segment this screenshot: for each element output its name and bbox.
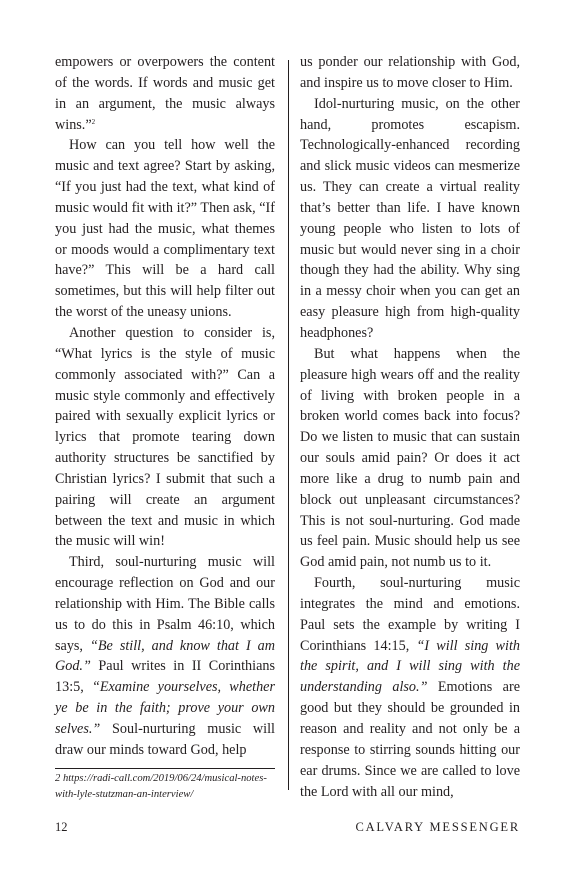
scripture-quote: “I will sing with the spirit, and I will sing with the understanding also.” — [300, 637, 521, 696]
scripture-quote: “Be still, and know that I am God.” — [55, 637, 275, 675]
paragraph: Another question to consider is, “What lyrics is the style of music commonly associated with?” Can a music style commonly and effectively paired with sexually explicit lyrics or lyrics that promote tearing down authority structures be sanctified by Christian lyrics? I submit that such a pairing will create an argument between the text and music in which the music will win! — [55, 324, 275, 550]
paragraph-text: Third, soul-nurturing music will encourage reflection on God and our relationship with Him. The Bible calls us to do this in Psalm 46:10, which says, — [55, 554, 275, 654]
right-column — [300, 52, 520, 802]
footnote[interactable]: 2 https://radi-call.com/2019/06/24/musical-notes-with-lyle-stutzman-an-interview/ — [55, 773, 267, 800]
paragraph-fourth-point — [300, 573, 520, 802]
column-divider — [288, 60, 289, 790]
paragraph-text: Emotions are good but they should be grounded in reason and reality and not only be a response to stirring sounds hitting our ear drums. Since we are called to love the Lord with all our mind, — [300, 679, 520, 800]
left-column — [55, 52, 275, 761]
paragraph-text: empowers or overpowers the content of the words. If words and music get in an argument, the music always wins.” — [55, 54, 275, 133]
paragraph-continued — [55, 52, 275, 135]
page-number: 12 — [55, 820, 68, 834]
paragraph-third-point — [55, 552, 275, 760]
paragraph: How can you tell how well the music and text agree? Start by asking, “If you just had the text, what kind of music would fit with it?” Then ask, “If you just had the music, what themes or moods would a complimentary text have?” This will be a hard call sometimes, but this will help filter out the worst of the uneasy unions. — [55, 137, 275, 321]
paragraph: Idol-nurturing music, on the other hand, promotes escapism. Technologically-enhanced recording and slick music videos can mesmerize us. They can create a virtual reality that’s better than life. I have known young people who listen to lots of music but would never sing in a choir though they had the ability. Why sing in a messy choir when you can get an easy pleasure high from high-quality headphones? — [300, 95, 520, 341]
paragraph: But what happens when the pleasure high wears off and the reality of living with broken people in a broken world comes back into focus? Do we listen to music that can sustain our souls amid pain? Or does it act more like a drug to numb pain and block out unpleasant circumstances? This is not soul-nurturing. God made us feel pain. Music should help us see God amid pain, not numb us to it. — [300, 345, 520, 571]
paragraph-text: Fourth, soul-nurturing music integrates the mind and emotions. Paul sets the example by writing I Corinthians 14:15, — [300, 575, 520, 654]
running-head: CALVARY MESSENGER — [355, 820, 520, 834]
footnote-reference[interactable]: 2 — [91, 117, 96, 126]
footnote-rule — [55, 768, 275, 769]
paragraph-continued: us ponder our relationship with God, and inspire us to move closer to Him. — [300, 54, 520, 91]
paragraph-text: Paul writes in II Corinthians 13:5, — [55, 658, 275, 696]
scripture-quote: “Examine yourselves, whether ye be in the faith; prove your own selves.” — [55, 679, 275, 737]
paragraph-text: Soul-nurturing music will draw our minds toward God, help — [55, 721, 275, 758]
